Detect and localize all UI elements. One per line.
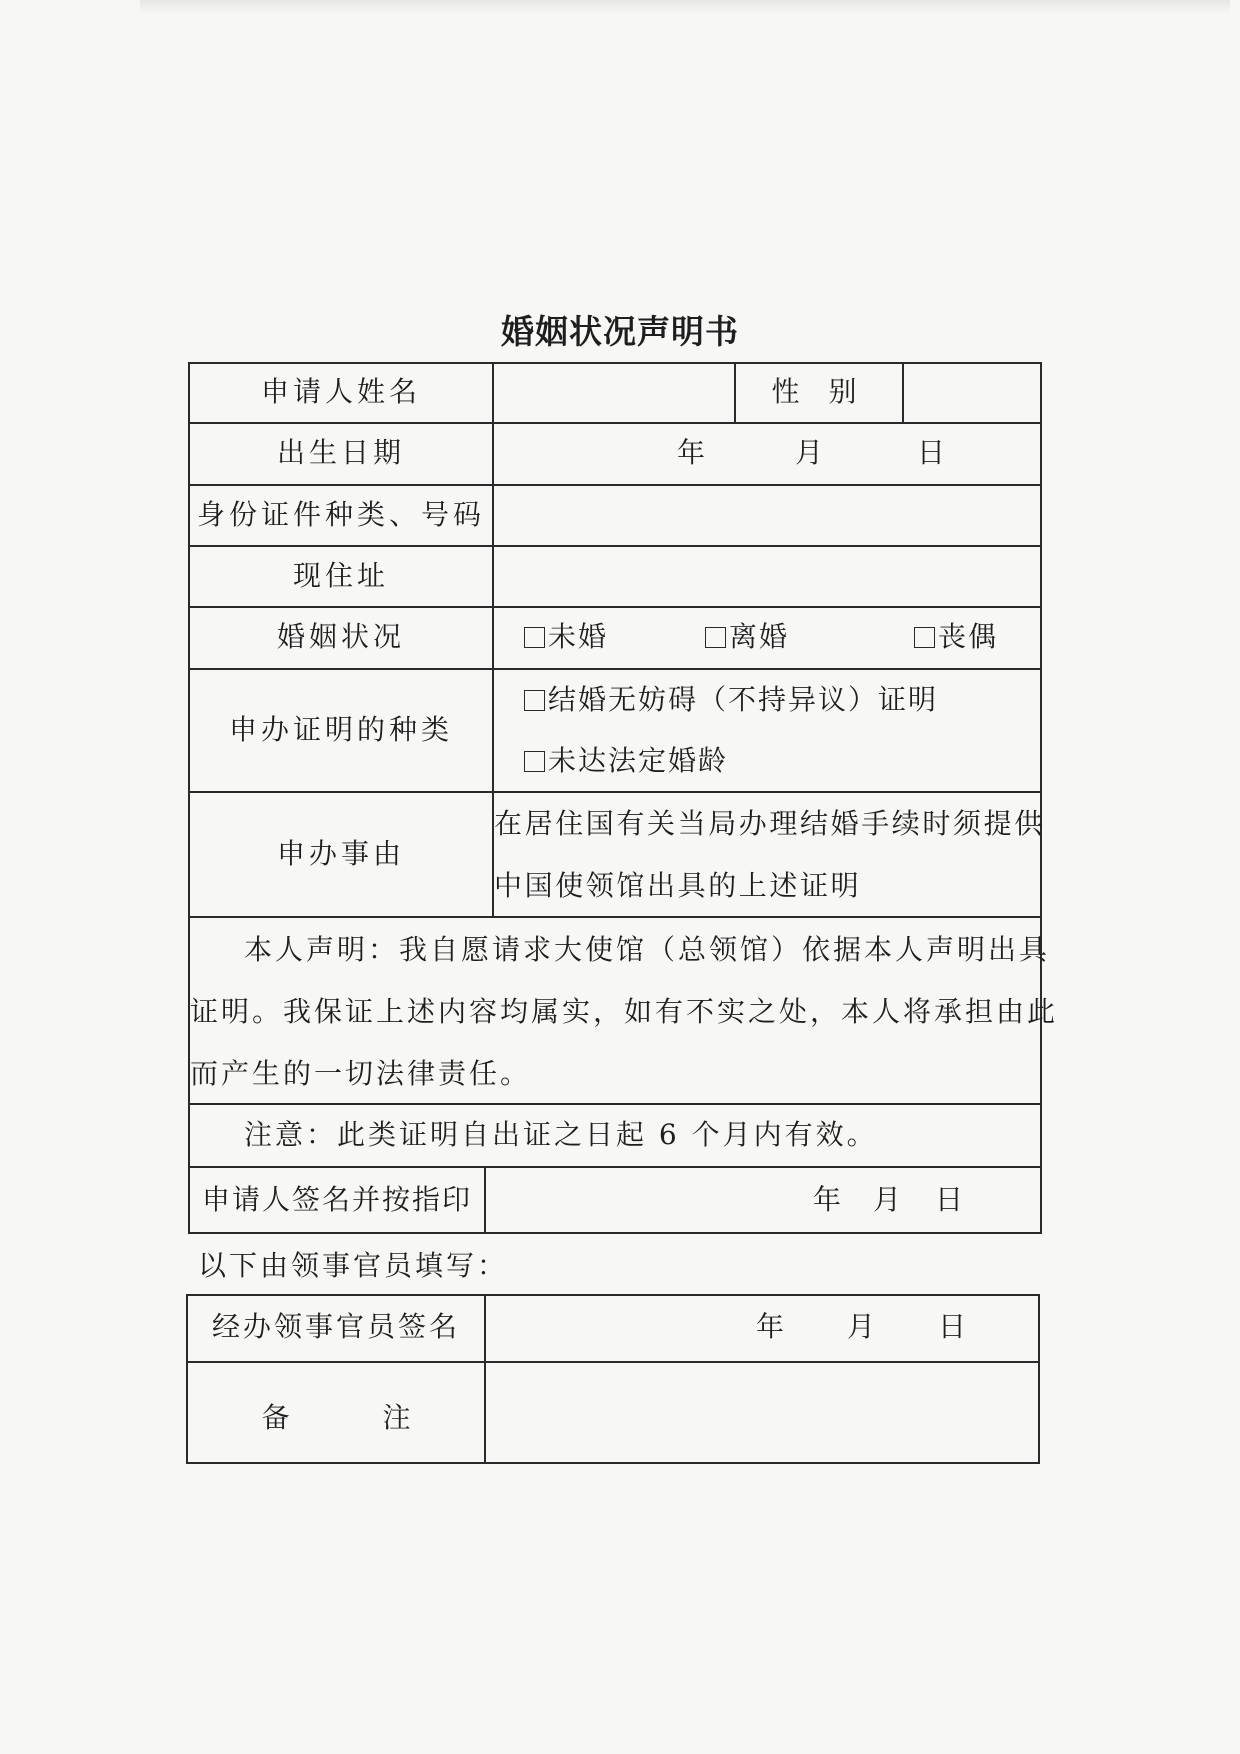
signature-month-label: 月 — [873, 1183, 906, 1216]
current-address-field[interactable] — [494, 547, 1040, 606]
birth-month-label: 月 — [795, 436, 828, 469]
option-divorced[interactable] — [705, 617, 789, 657]
unmarried-checkbox[interactable] — [524, 627, 545, 648]
applicant-name-label: 申请人姓名 — [260, 375, 421, 408]
application-reason-label: 申办事由 — [276, 837, 405, 870]
reason-line-1: 在居住国有关当局办理结婚手续时须提供 — [494, 807, 1045, 840]
remarks-label: 备 注 — [261, 1401, 453, 1434]
option-unmarried[interactable] — [524, 617, 608, 657]
no-impediment-checkbox[interactable] — [524, 690, 545, 711]
birth-year-label: 年 — [677, 436, 710, 469]
validity-notice: 注意：此类证明自出证之日起 6 个月内有效。 — [244, 1118, 878, 1151]
birth-date-label: 出生日期 — [276, 436, 405, 469]
divorced-text: 离婚 — [729, 620, 790, 653]
page-title: 婚姻状况声明书 — [501, 312, 739, 351]
remarks-field[interactable] — [486, 1363, 1038, 1462]
officer-month-label: 月 — [847, 1310, 880, 1343]
signature-year-label: 年 — [813, 1183, 846, 1216]
option-no-impediment-certificate[interactable] — [524, 680, 938, 720]
under-legal-age-text: 未达法定婚龄 — [548, 744, 729, 777]
current-address-label: 现住址 — [292, 559, 389, 592]
widowed-checkbox[interactable] — [914, 627, 935, 648]
birth-day-label: 日 — [917, 436, 950, 469]
birth-date-field[interactable] — [494, 424, 1040, 484]
id-type-number-label: 身份证件种类、号码 — [196, 498, 485, 531]
option-under-legal-age[interactable] — [524, 741, 728, 781]
officer-day-label: 日 — [938, 1310, 971, 1343]
consular-officer-signature-label: 经办领事官员签名 — [211, 1310, 460, 1343]
certificate-type-label: 申办证明的种类 — [228, 713, 453, 746]
unmarried-text: 未婚 — [548, 620, 609, 653]
gender-field[interactable] — [904, 364, 1040, 422]
declaration-line-2: 证明。我保证上述内容均属实，如有不实之处，本人将承担由此 — [190, 995, 1059, 1028]
consular-section-intro: 以下由领事官员填写： — [198, 1249, 509, 1282]
applicant-signature-label: 申请人签名并按指印 — [201, 1183, 472, 1216]
officer-year-label: 年 — [756, 1310, 789, 1343]
id-type-number-field[interactable] — [494, 486, 1040, 545]
marital-status-label: 婚姻状况 — [276, 620, 405, 653]
option-widowed[interactable] — [914, 617, 998, 657]
reason-line-2: 中国使领馆出具的上述证明 — [494, 869, 862, 902]
gender-label: 性 别 — [771, 375, 867, 408]
widowed-text: 丧偶 — [938, 620, 999, 653]
declaration-line-3: 而产生的一切法律责任。 — [190, 1057, 532, 1090]
signature-day-label: 日 — [935, 1183, 968, 1216]
no-impediment-text: 结婚无妨碍（不持异议）证明 — [548, 683, 939, 716]
declaration-line-1: 本人声明：我自愿请求大使馆（总领馆）依据本人声明出具 — [244, 933, 1051, 966]
divorced-checkbox[interactable] — [705, 627, 726, 648]
under-legal-age-checkbox[interactable] — [524, 751, 545, 772]
applicant-name-field[interactable] — [494, 364, 734, 422]
scan-edge-shadow — [140, 0, 1230, 14]
